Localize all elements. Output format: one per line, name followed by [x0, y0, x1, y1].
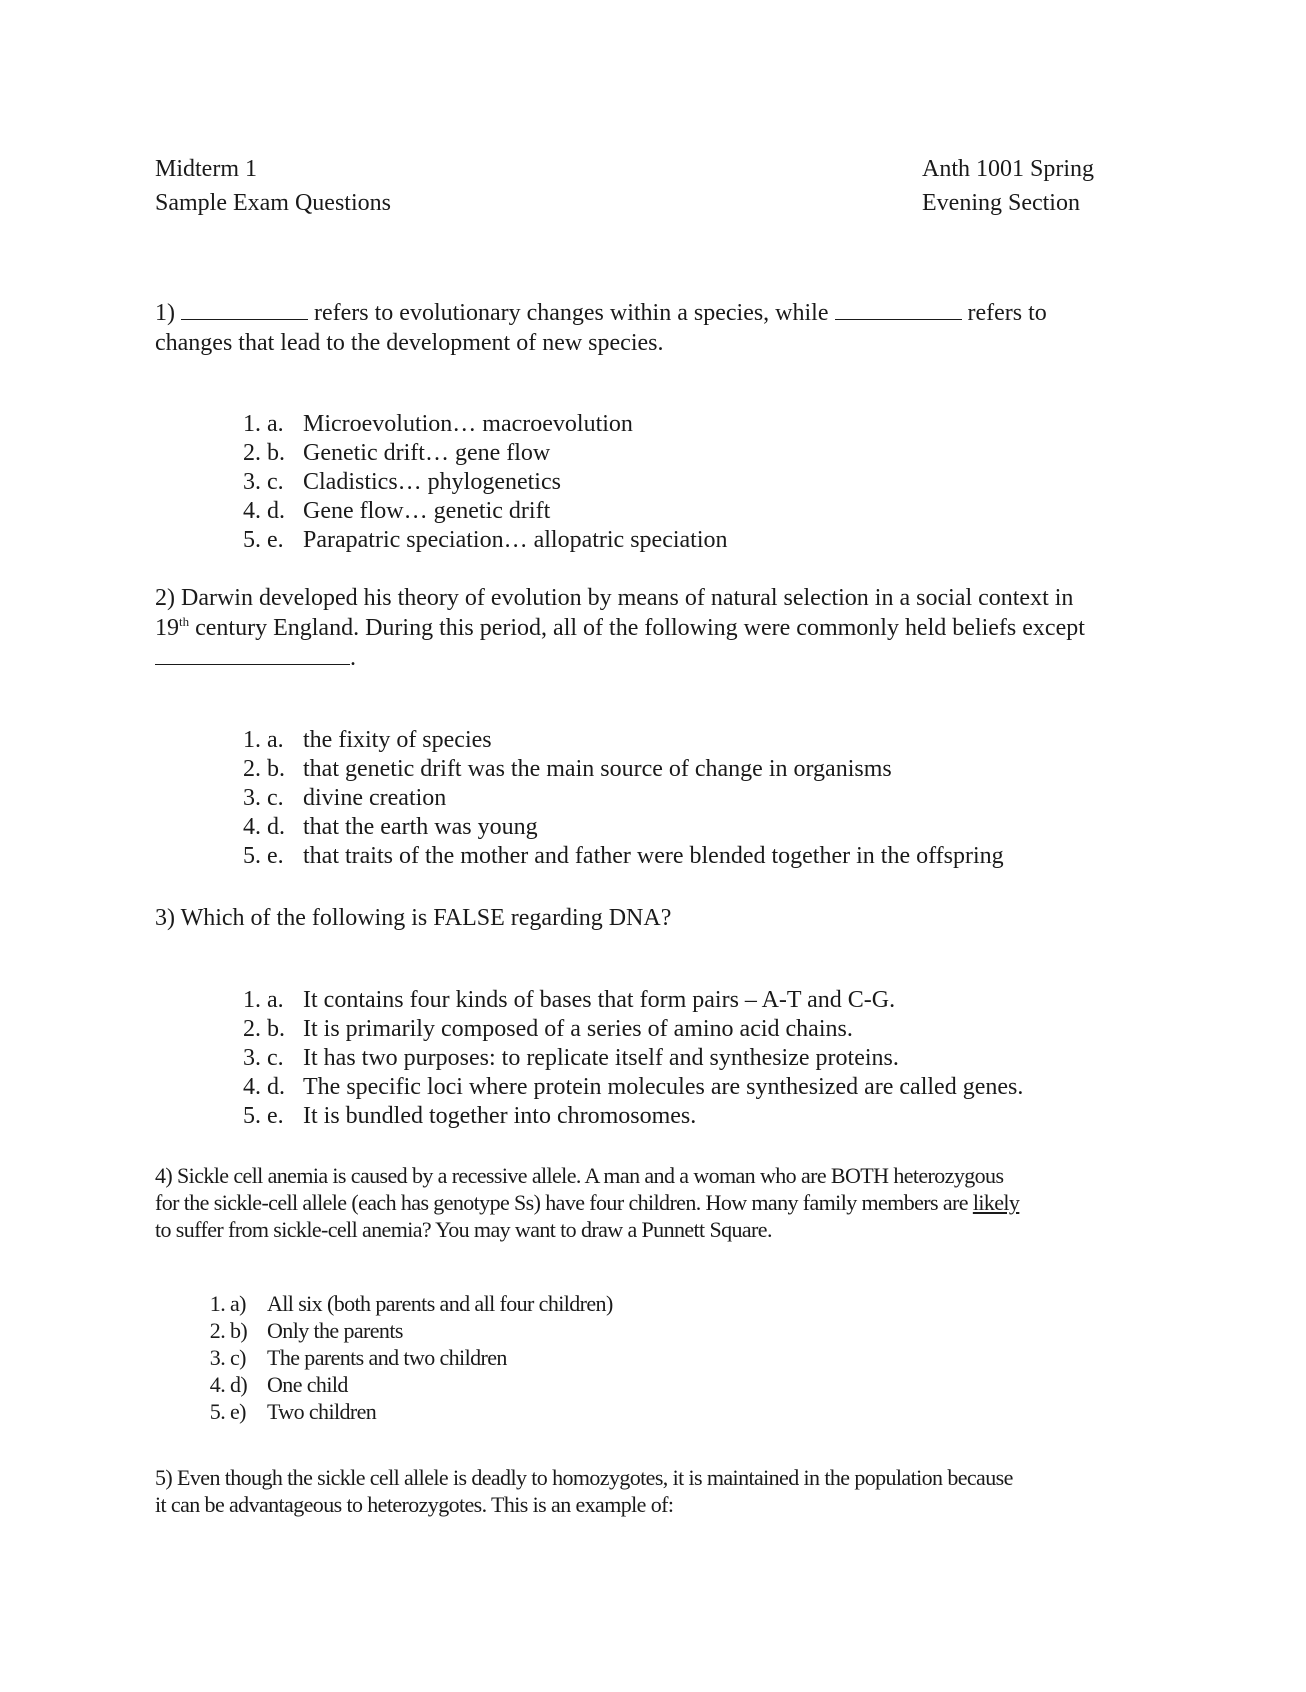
option-label: 3. c) [230, 1345, 246, 1370]
option-item [267, 1072, 1267, 1101]
option-label: 4. d. [267, 1074, 285, 1100]
question-2-options [227, 725, 1267, 870]
option-text: divine creation [303, 785, 447, 811]
stem-text: refers to [967, 300, 1047, 326]
option-item [267, 1014, 1267, 1043]
option-item [267, 754, 1267, 783]
option-item [230, 1371, 1230, 1398]
option-text: that the earth was young [303, 814, 538, 840]
question-1-options [227, 409, 1267, 554]
section-name: Evening Section [922, 190, 1080, 216]
option-item [267, 985, 1267, 1014]
option-item [267, 438, 1267, 467]
option-label: 1. a. [267, 727, 284, 753]
option-label: 2. b. [267, 440, 285, 466]
exam-subtitle: Sample Exam Questions [155, 190, 391, 216]
option-label: 2. b) [230, 1318, 248, 1343]
option-label: 3. c. [267, 785, 284, 811]
question-number: 2) [155, 585, 175, 611]
stem-text: for the sickle-cell allele (each has genotype Ss) have four children. How many family members are [155, 1190, 968, 1215]
option-label: 5. e. [267, 527, 284, 553]
question-2 [155, 583, 1155, 673]
option-item [267, 725, 1267, 754]
option-text: It has two purposes: to replicate itself and synthesize proteins. [303, 1045, 899, 1071]
question-4 [155, 1162, 1165, 1243]
question-2-stem [155, 583, 1155, 673]
option-item [267, 1043, 1267, 1072]
option-label: 5. e. [267, 843, 284, 869]
question-number: 5) [155, 1465, 173, 1490]
question-1-stem [155, 298, 1155, 358]
stem-text: Which of the following is FALSE regarding DNA? [180, 905, 672, 931]
option-text: Gene flow… genetic drift [303, 498, 551, 524]
option-text: It contains four kinds of bases that form pairs – A-T and C-G. [303, 987, 896, 1013]
option-label: 4. d. [267, 814, 285, 840]
option-text: Two children [267, 1399, 377, 1424]
course-name: Anth 1001 Spring [922, 156, 1095, 182]
question-number: 3) [155, 905, 175, 931]
exam-title: Midterm 1 [155, 156, 257, 182]
option-item [267, 409, 1267, 438]
stem-text: changes that lead to the development of new species. [155, 330, 664, 356]
option-item [267, 496, 1267, 525]
option-text: The parents and two children [267, 1345, 507, 1370]
stem-text: . [350, 645, 356, 671]
option-text: that genetic drift was the main source of change in organisms [303, 756, 892, 782]
question-number: 4) [155, 1163, 173, 1188]
option-label: 2. b. [267, 1016, 285, 1042]
option-text: the fixity of species [303, 727, 492, 753]
stem-text: Darwin developed his theory of evolution by means of natural selection in a social context in [181, 585, 1074, 611]
option-item [267, 783, 1267, 812]
option-text: One child [267, 1372, 348, 1397]
option-label: 4. d. [267, 498, 285, 524]
option-label: 3. c. [267, 1045, 284, 1071]
option-item [267, 467, 1267, 496]
question-3-stem [155, 903, 1155, 933]
stem-text: century England. During this period, all of the following were commonly held beliefs except [195, 615, 1085, 641]
question-4-stem [155, 1162, 1165, 1243]
option-text: It is primarily composed of a series of amino acid chains. [303, 1016, 853, 1042]
option-label: 1. a. [267, 987, 284, 1013]
stem-text: Even though the sickle cell allele is deadly to homozygotes, it is maintained in the population because [177, 1465, 1013, 1490]
option-text: Genetic drift… gene flow [303, 440, 551, 466]
option-label: 5. e. [267, 1103, 284, 1129]
option-text: The specific loci where protein molecules are synthesized are called genes. [303, 1074, 1024, 1100]
emphasized-word: likely [972, 1190, 1020, 1215]
option-item [230, 1344, 1230, 1371]
option-item [267, 1101, 1267, 1130]
option-text: Only the parents [267, 1318, 403, 1343]
answer-blank [155, 644, 350, 665]
stem-text: it can be advantageous to heterozygotes. This is an example of: [155, 1492, 674, 1517]
question-3 [155, 903, 1155, 933]
answer-blank [835, 299, 962, 320]
option-text: Parapatric speciation… allopatric speciation [303, 527, 728, 553]
question-5 [155, 1464, 1165, 1518]
option-label: 1. a) [230, 1291, 246, 1316]
option-text: All six (both parents and all four children) [267, 1291, 613, 1316]
question-5-stem [155, 1464, 1165, 1518]
option-text: Cladistics… phylogenetics [303, 469, 561, 495]
header-right [922, 152, 1094, 220]
stem-text: to suffer from sickle-cell anemia? You may want to draw a Punnett Square. [155, 1217, 772, 1242]
option-label: 4. d) [230, 1372, 248, 1397]
option-label: 5. e) [230, 1399, 246, 1424]
stem-text: Sickle cell anemia is caused by a recessive allele. A man and a woman who are BOTH heterozygous [177, 1163, 1004, 1188]
question-1 [155, 298, 1155, 358]
superscript: th [179, 614, 190, 629]
answer-blank [181, 299, 308, 320]
question-number: 1) [155, 300, 175, 326]
header-left [155, 152, 391, 220]
question-4-options [190, 1290, 1230, 1425]
option-text: that traits of the mother and father were blended together in the offspring [303, 843, 1004, 869]
option-item [267, 525, 1267, 554]
stem-text: refers to evolutionary changes within a species, while [314, 300, 829, 326]
option-label: 3. c. [267, 469, 284, 495]
option-item [230, 1317, 1230, 1344]
question-3-options [227, 985, 1267, 1130]
option-item [230, 1290, 1230, 1317]
option-text: It is bundled together into chromosomes. [303, 1103, 697, 1129]
stem-text: 19 [155, 615, 179, 641]
option-item [267, 841, 1267, 870]
option-label: 1. a. [267, 411, 284, 437]
option-text: Microevolution… macroevolution [303, 411, 633, 437]
option-item [230, 1398, 1230, 1425]
option-label: 2. b. [267, 756, 285, 782]
option-item [267, 812, 1267, 841]
